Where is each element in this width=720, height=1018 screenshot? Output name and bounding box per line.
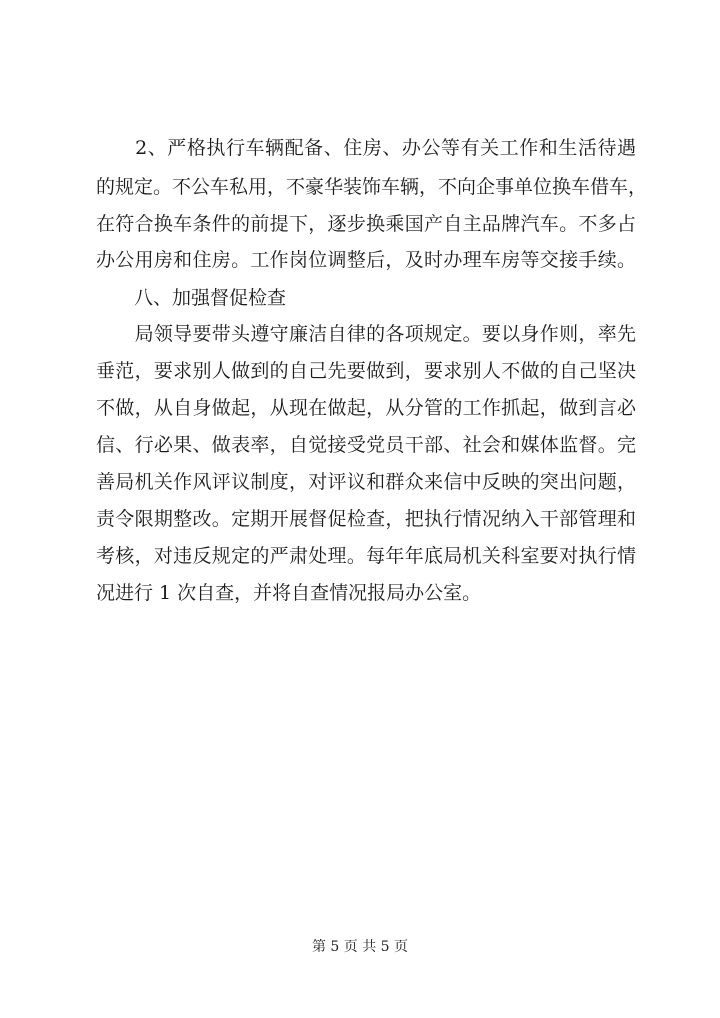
paragraph-line: 信、行必果、做表率，自觉接受党员干部、社会和媒体监督。完 <box>96 434 636 456</box>
paragraph-line: 况进行 1 次自查，并将自查情况报局办公室。 <box>96 582 482 604</box>
paragraph-line: 2、严格执行车辆配备、住房、办公等有关工作和生活待遇 <box>96 137 636 159</box>
paragraph-line: 的规定。不公车私用，不豪华装饰车辆，不向企事单位换车借车， <box>96 176 648 198</box>
paragraph-line: 考核，对违反规定的严肃处理。每年年底局机关科室要对执行情 <box>96 545 636 567</box>
paragraph-line: 在符合换车条件的前提下，逐步换乘国产自主品牌汽车。不多占 <box>96 213 636 235</box>
paragraph-line: 办公用房和住房。工作岗位调整后，及时办理车房等交接手续。 <box>96 249 636 271</box>
paragraph-line: 责令限期整改。定期开展督促检查，把执行情况纳入干部管理和 <box>96 508 636 530</box>
paragraph-line: 局领导要带头遵守廉洁自律的各项规定。要以身作则，率先 <box>96 323 636 345</box>
page-number-footer: 第 5 页 共 5 页 <box>311 939 409 955</box>
paragraph-line: 不做，从自身做起，从现在做起，从分管的工作抓起，做到言必 <box>96 397 636 419</box>
paragraph-line: 善局机关作风评议制度，对评议和群众来信中反映的突出问题， <box>96 471 636 493</box>
section-heading: 八、加强督促检查 <box>96 287 287 309</box>
paragraph-line: 垂范，要求别人做到的自己先要做到，要求别人不做的自己坚决 <box>96 360 636 382</box>
